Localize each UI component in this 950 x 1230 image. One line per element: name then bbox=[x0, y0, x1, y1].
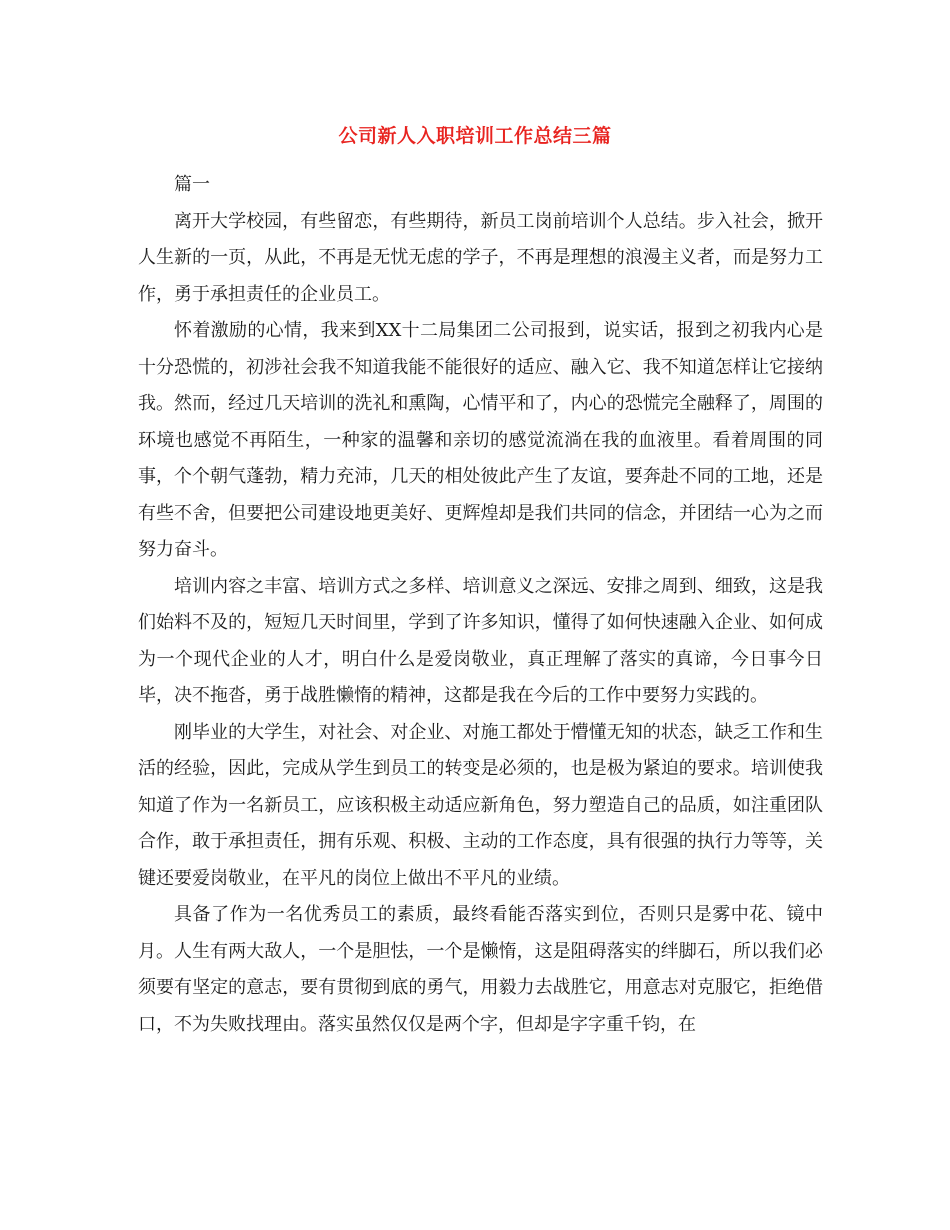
paragraph-5: 具备了作为一名优秀员工的素质，最终看能否落实到位，否则只是雾中花、镜中月。人生有两大敌人，一个是胆怯，一个是懒惰，这是阻碍落实的绊脚石，所以我们必须要有坚定的意志，要有贯彻到底的勇气，用毅力去战胜它，用意志对克服它，拒绝借口，不为失败找理由。落实虽然仅仅是两个字，但却是字字重千钧，在 bbox=[138, 904, 823, 1035]
section-label: 篇一 bbox=[174, 174, 210, 195]
paragraph-4: 刚毕业的大学生，对社会、对企业、对施工都处于懵懂无知的状态，缺乏工作和生活的经验，因此，完成从学生到员工的转变是必须的，也是极为紧迫的要求。培训使我知道了作为一名新员工，应该积极主动适应新角色，努力塑造自己的品质，如注重团队合作，敢于承担责任，拥有乐观、积极、主动的工作态度，具有很强的执行力等等，关键还要爱岗敬业，在平凡的岗位上做出不平凡的业绩。 bbox=[138, 721, 823, 889]
paragraph-1: 离开大学校园，有些留恋，有些期待，新员工岗前培训个人总结。步入社会，掀开人生新的一页，从此，不再是无忧无虑的学子，不再是理想的浪漫主义者，而是努力工作，勇于承担责任的企业员工。 bbox=[138, 210, 823, 305]
document-body bbox=[138, 167, 823, 1043]
document-title: 公司新人入职培训工作总结三篇 bbox=[338, 125, 612, 147]
paragraph-2: 怀着激励的心情，我来到XX十二局集团二公司报到，说实话，报到之初我内心是十分恐慌的，初涉社会我不知道我能不能很好的适应、融入它、我不知道怎样让它接纳我。然而，经过几天培训的洗礼和熏陶，心情平和了，内心的恐慌完全融释了，周围的环境也感觉不再陌生，一种家的温馨和亲切的感觉流淌在我的血液里。看着周围的同事，个个朝气蓬勃，精力充沛，几天的相处彼此产生了友谊，要奔赴不同的工地，还是有些不舍，但要把公司建设地更美好、更辉煌却是我们共同的信念，并团结一心为之而努力奋斗。 bbox=[138, 320, 823, 560]
paragraph-3: 培训内容之丰富、培训方式之多样、培训意义之深远、安排之周到、细致，这是我们始料不及的，短短几天时间里，学到了许多知识，懂得了如何快速融入企业、如何成为一个现代企业的人才，明白什么是爱岗敬业，真正理解了落实的真谛，今日事今日毕，决不拖沓，勇于战胜懒惰的精神，这都是我在今后的工作中要努力实践的。 bbox=[138, 575, 823, 706]
